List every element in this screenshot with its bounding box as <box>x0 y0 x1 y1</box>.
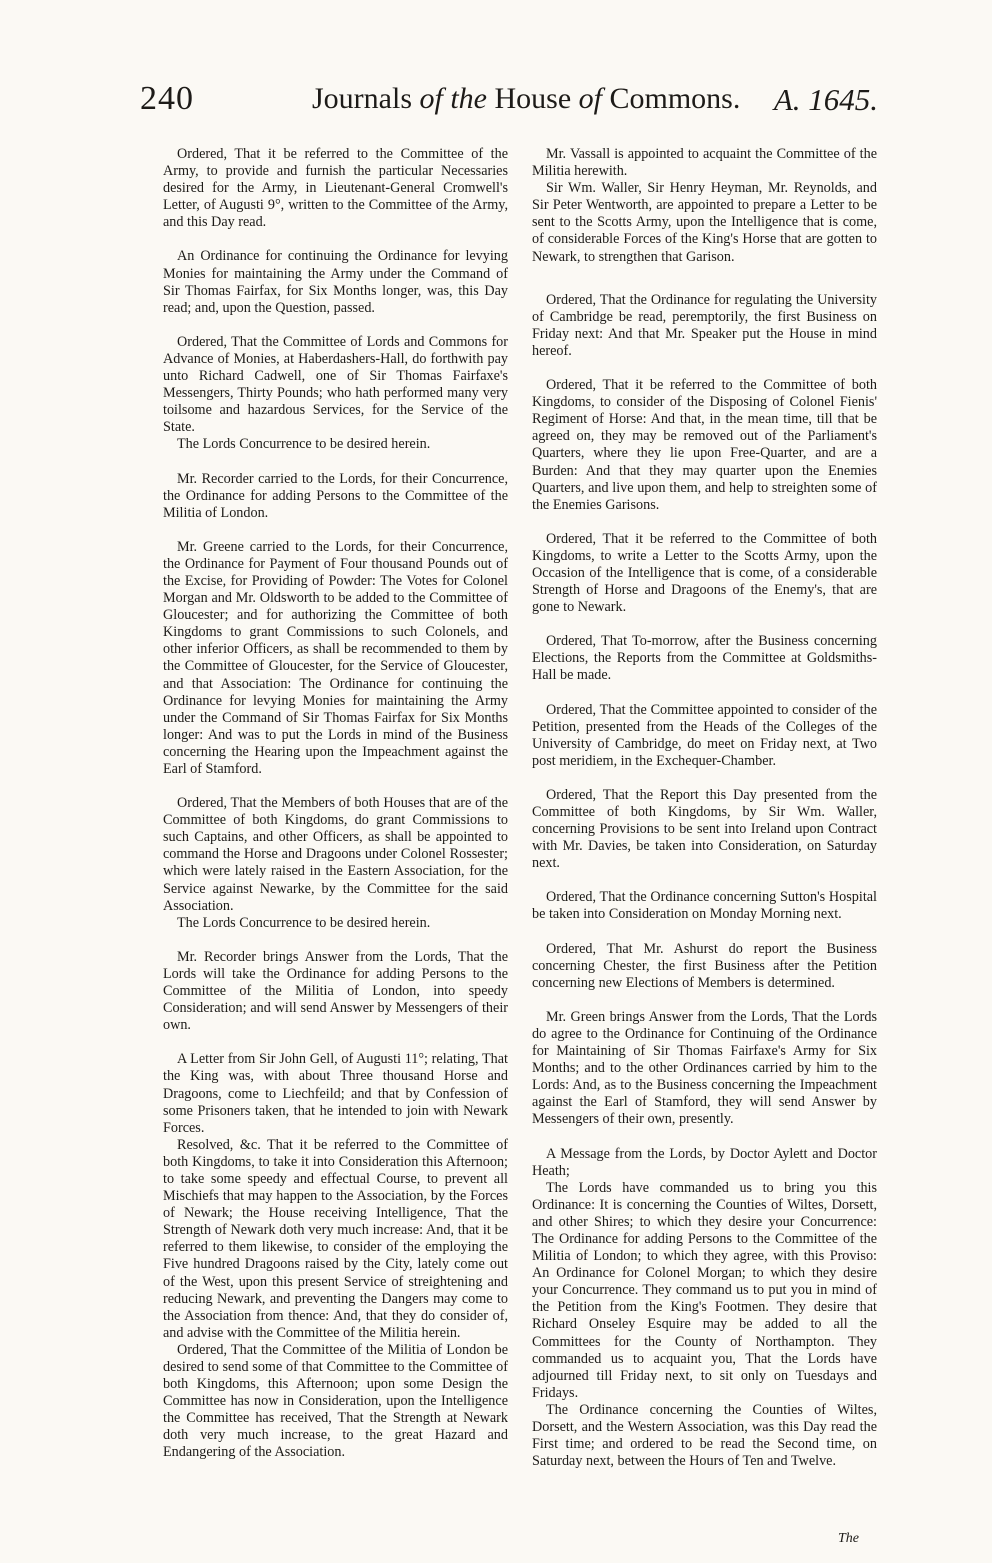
entry: Ordered, That the Ordinance concerning Sutton's Hospital be taken into Consideration on Monday Morning next. <box>532 889 877 923</box>
entry: Mr. Recorder carried to the Lords, for their Concurrence, the Ordinance for adding Persons to the Committee of the Militia of London. <box>163 470 508 521</box>
title-part: the <box>442 82 495 115</box>
entry: Ordered, That it be referred to the Committee of both Kingdoms, to consider of the Disposing of Colonel Fienis' Regiment of Horse: And that, in the mean time, till that be agreed on, they may be removed out of the Parliament's Quarters, where they lie upon Free-Quarter, and are a Burden: And that they may quarter upon the Enemies Quarters, and live upon them, and help to streighten some of the Enemies Garisons. <box>532 377 877 513</box>
entry: A Message from the Lords, by Doctor Aylett and Doctor Heath; <box>532 1145 877 1179</box>
entry: Ordered, That the Committee appointed to consider of the Petition, presented from the Heads of the Colleges of the University of Cambridge, do meet on Friday next, at Two post meridiem, in the Exchequer-Chamber. <box>532 701 877 769</box>
entry: An Ordinance for continuing the Ordinance for levying Monies for maintaining the Army under the Command of Sir Thomas Fairfax, for Six Months longer, was, this Day read; and, upon the Question, passed. <box>163 248 508 316</box>
page-header <box>140 78 878 126</box>
entry: The Lords Concurrence to be desired herein. <box>177 914 431 931</box>
entry: Ordered, That it be referred to the Committee of both Kingdoms, to write a Letter to the Scotts Army, upon the Occasion of the Intelligence that is come, of a considerable Strength of Horse and Dragoons of the Enemy's, that are gone to Newark. <box>532 530 877 616</box>
entry: Ordered, That To-morrow, after the Business concerning Elections, the Reports from the Committee at Goldsmiths-Hall be made. <box>532 633 877 684</box>
title-part: of <box>419 82 443 115</box>
right-column <box>532 146 877 1470</box>
entry: Mr. Vassall is appointed to acquaint the Committee of the Militia herewith. <box>532 146 877 180</box>
entry: Ordered, That the Report this Day presented from the Committee of both Kingdoms, by Sir Wm. Waller, concerning Provisions to be sent into Ireland upon Contract with Mr. Davies, be taken into Consideration, on Saturday next. <box>532 786 877 872</box>
entry: Mr. Recorder brings Answer from the Lords, That the Lords will take the Ordinance for adding Persons to the Committee of the Militia of London, into speedy Consideration; and will send Answer by Messengers of their own. <box>163 948 508 1034</box>
entry: Ordered, That the Committee of Lords and Commons for Advance of Monies, at Haberdashers-Hall, do forthwith pay unto Richard Cadwell, one of Sir Thomas Fairfaxe's Messengers, Thirty Pounds; who hath performed many very toilsome and hazardous Services, for the Service of the State. <box>163 333 508 436</box>
entry: The Lords Concurrence to be desired herein. <box>177 436 431 453</box>
catchword: The <box>838 1531 859 1546</box>
title-part: of <box>578 82 602 115</box>
running-title <box>312 82 740 116</box>
entry: Ordered, That the Committee of the Militia of London be desired to send some of that Committee to the Committee of both Kingdoms, this Afternoon; upon some Design the Committee has now in Consideration, upon the Intelligence the Committee has received, That the Strength at Newark doth very much increase, to the great Hazard and Endangering of the Association. <box>163 1341 508 1461</box>
page-number: 240 <box>140 80 194 117</box>
entry: The Ordinance concerning the Counties of Wiltes, Dorsett, and the Western Association, was this Day read the First time; and ordered to be read the Second time, on Saturday next, between the Hours of Ten and Twelve. <box>532 1401 877 1470</box>
entry: Sir Wm. Waller, Sir Henry Heyman, Mr. Reynolds, and Sir Peter Wentworth, are appointed to prepare a Letter to be sent to the Scotts Army, upon the Intelligence that is come, of considerable Forces of the King's Horse that are gotten to Newark, to strengthen that Garison. <box>532 180 877 265</box>
title-part: Journals <box>312 82 420 115</box>
entry: Ordered, That Mr. Ashurst do report the Business concerning Chester, the first Business after the Petition concerning new Elections of Members is determined. <box>532 940 877 991</box>
year: A. 1645. <box>773 82 878 117</box>
entry: Resolved, &c. That it be referred to the Committee of both Kingdoms, to take it into Consideration this Afternoon; to take some speedy and effectual Course, to prevent all Mischiefs that may happen to the Association, by the Forces of Newark; the House receiving Intelligence, That the Strength of Newark doth very much increase: And, that it be referred to them likewise, to consider of the employing the Five hundred Dragoons raised by the City, lately come out of the West, upon this present Service of streightening and reducing Newark, and preventing the Dangers may come to the Association from thence: And, that they do consider of, and advise with the Committee of the Militia herein. <box>163 1136 508 1341</box>
entry: Ordered, That the Members of both Houses that are of the Committee of both Kingdoms, do grant Commissions to such Captains, and other Officers, as shall be appointed to command the Horse and Dragoons under Colonel Rossester; which were lately raised in the Eastern Association, for the Service against Newarke, by the Committee for the said Association. <box>163 795 508 914</box>
entry: Mr. Green brings Answer from the Lords, That the Lords do agree to the Ordinance for Continuing of the Ordinance for Maintaining of Sir Thomas Fairfaxe's Army for Six Months; and to the other Ordinances carried by him to the Lords: And, as to the Business concerning the Impeachment against the Earl of Stamford, they will send Answer by Messengers of their own, presently. <box>532 1008 877 1128</box>
left-column <box>163 146 508 1462</box>
entry: Mr. Greene carried to the Lords, for their Concurrence, the Ordinance for Payment of Four thousand Pounds out of the Excise, for Providing of Powder: The Votes for Colonel Morgan and Mr. Oldsworth to be added to the Committee of Gloucester; and for authorizing the Committee of both Kingdoms to grant Commissions to such Colonels, and other inferior Officers, as shall be recommended to them by the Committee of Gloucester, for the Service of Gloucester, and that Association: The Ordinance for continuing the Ordinance for levying Monies for maintaining the Army under the Command of Sir Thomas Fairfax for Six Months longer: And was to put the Lords in mind of the Business concerning the Hearing upon the Impeachment against the Earl of Stamford. <box>163 538 508 777</box>
title-part: House <box>494 82 579 115</box>
entry: Ordered, That it be referred to the Committee of the Army, to provide and furnish the particular Necessaries desired for the Army, in Lieutenant-General Cromwell's Letter, of Augusti 9°, written to the Committee of the Army, and this Day read. <box>163 146 508 231</box>
entry: Ordered, That the Ordinance for regulating the University of Cambridge be read, peremptorily, the first Business on Friday next: And that Mr. Speaker put the House in mind hereof. <box>532 291 877 359</box>
entry: A Letter from Sir John Gell, of Augusti 11°; relating, That the King was, with about Three thousand Horse and Dragoons, come to Liechfeild; and that by Confession of some Prisoners taken, that he intended to join with Newark Forces. <box>163 1051 508 1136</box>
entry: The Lords have commanded us to bring you this Ordinance: It is concerning the Counties of Wiltes, Dorsett, and other Shires; to which they desire your Concurrence: The Ordinance for adding Persons to the Committee of the Militia of London; to which they agree, with this Proviso: An Ordinance for Colonel Morgan; to which they desire your Concurrence. They command us to put you in mind of the Petition from the King's Footmen. They desire that Richard Onseley Esquire may be added to all the Committees for the County of Northampton. They commanded us to acquaint you, That the Lords have adjourned till Friday next, to sit only on Tuesdays and Fridays. <box>532 1179 877 1401</box>
title-part: Commons. <box>602 82 741 115</box>
